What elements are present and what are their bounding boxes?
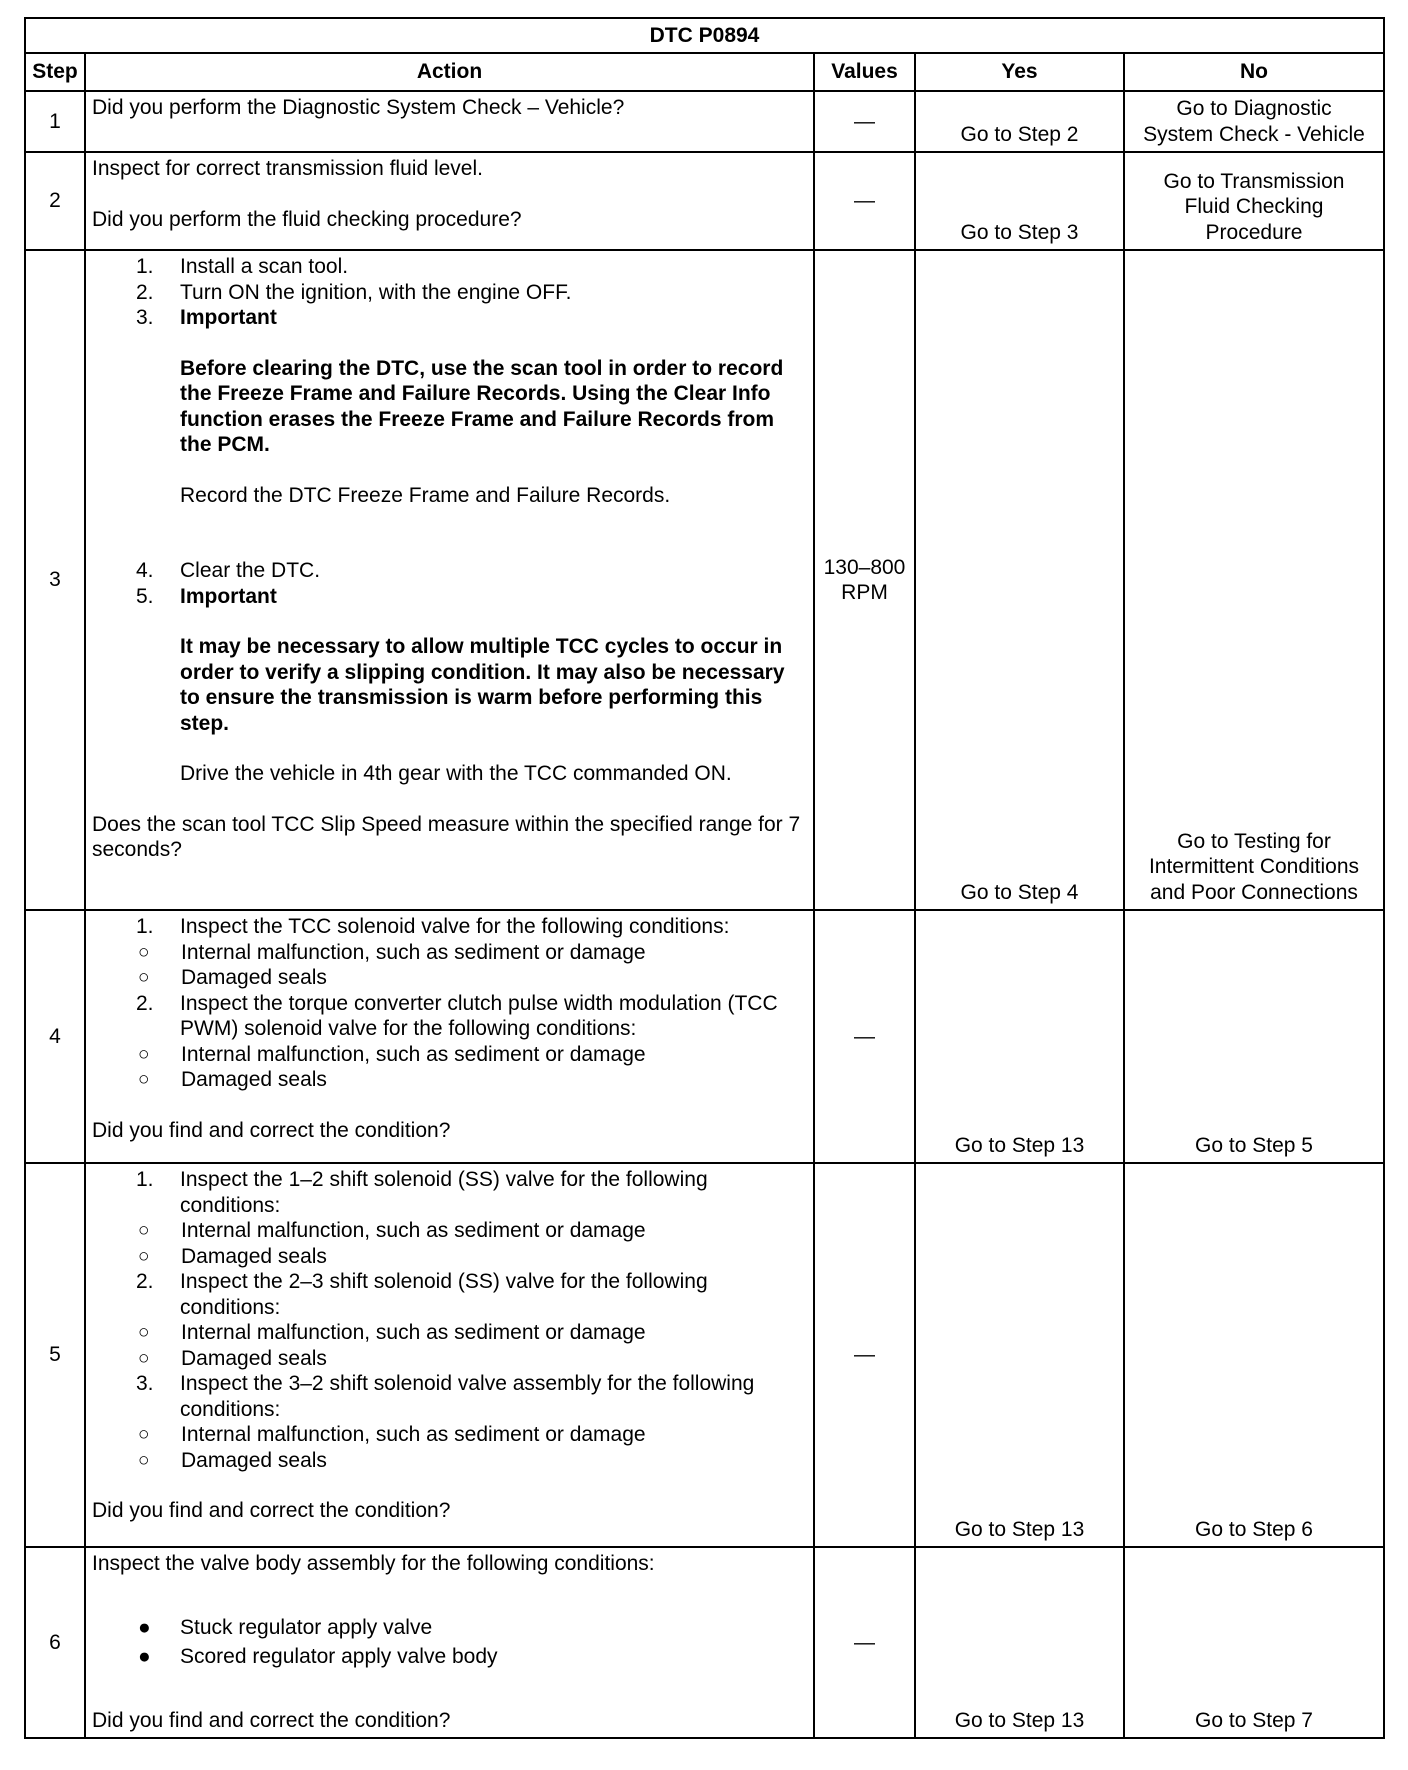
yes-cell: Go to Step 3 (915, 152, 1124, 250)
sub-item: ○ Damaged seals (138, 1448, 327, 1472)
list-item: 1. Install a scan tool. (136, 255, 349, 278)
list-item: 1. Inspect the 1–2 shift solenoid (SS) valve for the following conditions: ○ Internal malfunction, such as sediment or damage ○ Damaged seals (92, 1167, 807, 1269)
list-item: 3. Important (136, 306, 277, 329)
action-question: Did you find and correct the condition? (92, 1499, 451, 1522)
no-line: Fluid Checking (1184, 195, 1324, 218)
sub-item: ○ Damaged seals (138, 1346, 327, 1370)
sub-item: ○ Internal malfunction, such as sediment or damage (138, 1321, 646, 1344)
value-cell: — (814, 910, 915, 1163)
action-cell (85, 1547, 814, 1738)
list-item: 5. Important (136, 584, 277, 608)
sub-item: ○ Internal malfunction, such as sediment or damage (138, 1042, 646, 1066)
list-item: 2. Turn ON the ignition, with the engine OFF. (136, 280, 572, 304)
action-cell (85, 1163, 814, 1547)
action-question: Did you find and correct the condition? (92, 1708, 451, 1732)
step-number: 2 (25, 152, 85, 250)
action-cell (85, 152, 814, 250)
no-cell: Go to Step 7 (1124, 1547, 1384, 1738)
value-unit: RPM (841, 581, 888, 604)
no-cell: Go to Step 5 (1124, 910, 1384, 1163)
bullet-item: ● Scored regulator apply valve body (138, 1645, 498, 1668)
list-item: 2. Inspect the 2–3 shift solenoid (SS) valve for the following conditions: ○ Internal malfunction, such as sediment or damage ○ Damaged seals (92, 1269, 807, 1371)
step-number: 3 (25, 250, 85, 910)
important-note: It may be necessary to allow multiple TCC cycles to occur in order to verify a slipping condition. It may also be necessary to ensure the transmission is warm before performing this step. (180, 635, 785, 735)
header-yes: Yes (915, 53, 1124, 91)
action-text: Inspect the valve body assembly for the following conditions: (92, 1552, 655, 1575)
table-row (25, 910, 1384, 1163)
action-text: Drive the vehicle in 4th gear with the TCC commanded ON. (180, 762, 732, 785)
yes-cell: Go to Step 2 (915, 91, 1124, 152)
action-question: Does the scan tool TCC Slip Speed measure within the specified range for 7 seconds? (92, 812, 801, 861)
value-cell: — (814, 91, 915, 152)
value-text: 130–800 (823, 555, 906, 579)
important-note: Before clearing the DTC, use the scan tool in order to record the Freeze Frame and Failure Records. Using the Clear Info function erases the Freeze Frame and Failure Records from the PCM. (180, 356, 784, 456)
table-row (25, 152, 1384, 250)
header-row (25, 53, 1384, 91)
table-row (25, 91, 1384, 152)
list-item: 2. Inspect the torque converter clutch pulse width modulation (TCC PWM) solenoid valve for the following conditions: ○ Internal malfunction, such as sediment or damage ○ Damaged seals (92, 991, 807, 1093)
no-line: Go to Transmission (1163, 169, 1345, 193)
yes-cell: Go to Step 13 (915, 1547, 1124, 1738)
value-cell: — (814, 1163, 915, 1547)
action-cell (85, 910, 814, 1163)
action-text: Inspect for correct transmission fluid level. (92, 157, 483, 180)
step-number: 4 (25, 910, 85, 1163)
table-row (25, 1547, 1384, 1738)
action-text: Record the DTC Freeze Frame and Failure Records. (180, 483, 671, 507)
no-line: Go to Diagnostic (1176, 97, 1332, 120)
sub-item: ○ Damaged seals (138, 1244, 327, 1268)
no-line: and Poor Connections (1150, 880, 1358, 904)
value-cell: — (814, 1547, 915, 1738)
value-cell: — (814, 152, 915, 250)
yes-cell: Go to Step 13 (915, 910, 1124, 1163)
dtc-table (24, 17, 1385, 1739)
list-item: 3. Inspect the 3–2 shift solenoid valve assembly for the following conditions: ○ Internal malfunction, such as sediment or damage ○ Damaged seals (92, 1371, 807, 1473)
action-question: Did you perform the fluid checking procedure? (92, 207, 522, 231)
no-cell (1124, 91, 1384, 152)
sub-item: ○ Damaged seals (138, 966, 327, 989)
no-cell (1124, 250, 1384, 910)
bullet-item: ● Stuck regulator apply valve (138, 1615, 433, 1639)
list-item: 1. Inspect the TCC solenoid valve for the following conditions: ○ Internal malfunction, such as sediment or damage ○ Damaged seals (92, 914, 807, 991)
header-step: Step (25, 53, 85, 91)
no-line: Intermittent Conditions (1148, 855, 1360, 878)
yes-cell: Go to Step 4 (915, 250, 1124, 910)
table-row (25, 1163, 1384, 1547)
sub-item: ○ Internal malfunction, such as sediment or damage (138, 940, 646, 964)
sub-item: ○ Internal malfunction, such as sediment or damage (138, 1423, 646, 1446)
header-no: No (1124, 53, 1384, 91)
action-cell (85, 250, 814, 910)
no-cell (1124, 152, 1384, 250)
step-number: 5 (25, 1163, 85, 1547)
sub-item: ○ Damaged seals (138, 1068, 327, 1091)
no-line: Procedure (1205, 220, 1303, 244)
action-question: Did you find and correct the condition? (92, 1118, 451, 1142)
step-number: 6 (25, 1547, 85, 1738)
action-cell (85, 91, 814, 152)
list-item: 4. Clear the DTC. (136, 559, 321, 582)
step-number: 1 (25, 91, 85, 152)
no-line: System Check - Vehicle (1143, 122, 1365, 146)
table-title: DTC P0894 (25, 18, 1384, 53)
table-row (25, 250, 1384, 910)
header-values: Values (814, 53, 915, 91)
no-cell: Go to Step 6 (1124, 1163, 1384, 1547)
sub-item: ○ Internal malfunction, such as sediment or damage (138, 1219, 646, 1242)
header-action: Action (85, 53, 814, 91)
action-question: Did you perform the Diagnostic System Check – Vehicle? (92, 96, 625, 119)
yes-cell: Go to Step 13 (915, 1163, 1124, 1547)
no-line: Go to Testing for (1177, 829, 1331, 853)
value-cell (814, 250, 915, 910)
